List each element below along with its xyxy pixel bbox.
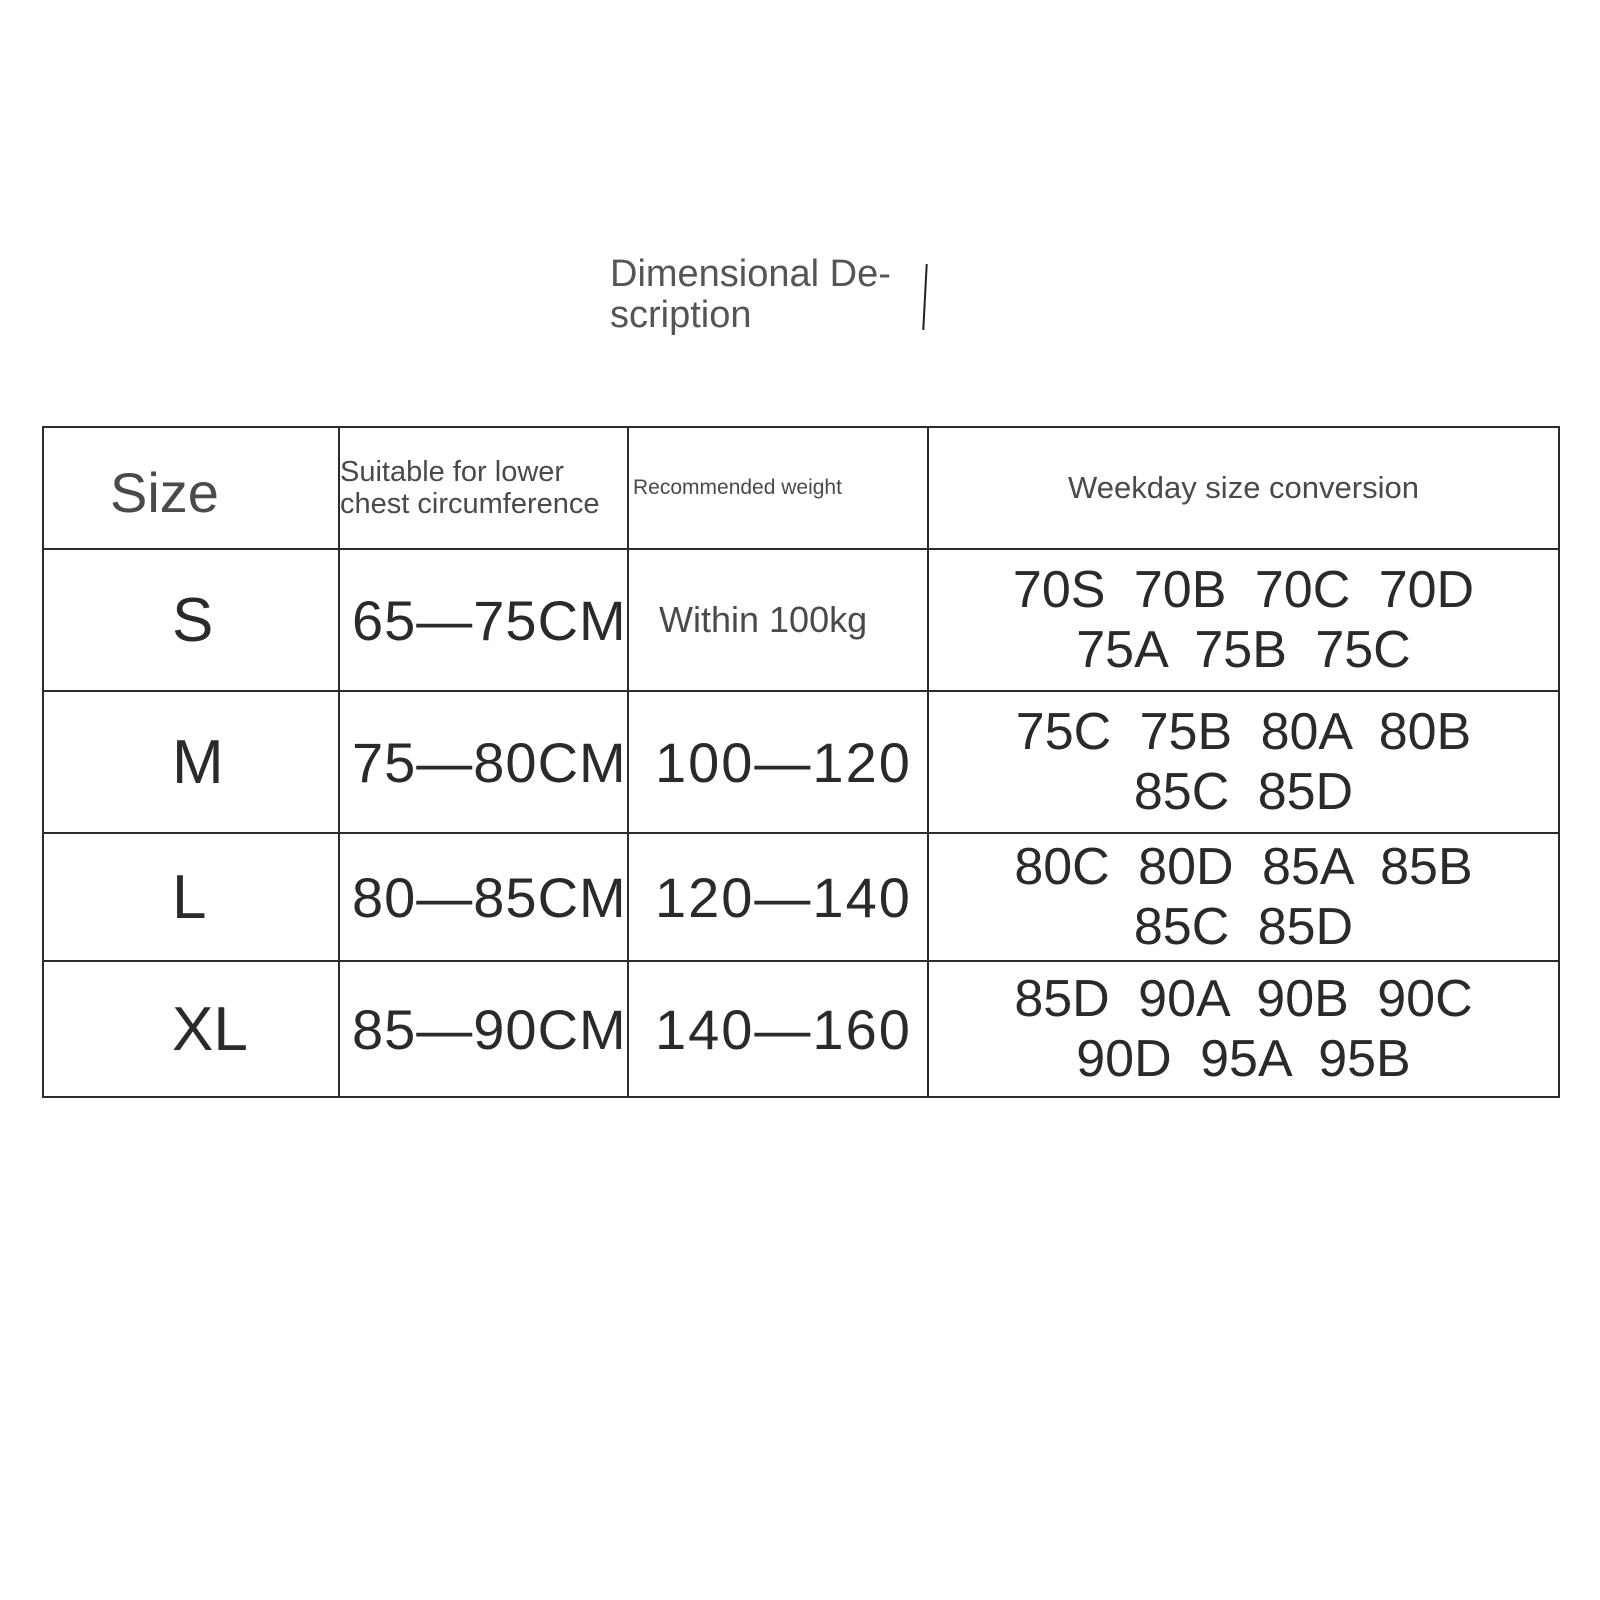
conversion-cell: [928, 549, 1559, 691]
size-cell: L: [43, 833, 339, 961]
conversion-line: 90D 95A 95B: [1076, 1030, 1411, 1088]
header-size-conversion: Weekday size conversion: [928, 427, 1559, 549]
header-recommended-weight: Recommended weight: [628, 427, 928, 549]
table-row: [43, 691, 1559, 833]
chest-cell: 85—90CM: [339, 961, 628, 1097]
conversion-cell: [928, 833, 1559, 961]
conversion-line: 75C 75B 80A 80B: [1015, 703, 1472, 761]
header-size: Size: [43, 427, 339, 549]
table-header-row: [43, 427, 1559, 549]
weight-cell: 120—140: [628, 833, 928, 961]
table-row: [43, 833, 1559, 961]
weight-cell: 140—160: [628, 961, 928, 1097]
size-cell: M: [43, 691, 339, 833]
weight-cell: Within 100kg: [628, 549, 928, 691]
conversion-line: 85C 85D: [1133, 763, 1354, 821]
conversion-line: 80C 80D 85A 85B: [1014, 838, 1473, 896]
conversion-cell: [928, 961, 1559, 1097]
table-row: [43, 549, 1559, 691]
conversion-line: 85D 90A 90B 90C: [1014, 970, 1473, 1028]
page-title: Dimensional De- scription: [610, 253, 891, 336]
chest-cell: 75—80CM: [339, 691, 628, 833]
chest-cell: 80—85CM: [339, 833, 628, 961]
conversion-line: 70S 70B 70C 70D: [1012, 561, 1475, 619]
chest-cell: 65—75CM: [339, 549, 628, 691]
conversion-line: 85C 85D: [1133, 898, 1354, 956]
header-chest-circumference: Suitable for lower chest circumference: [339, 427, 628, 549]
table-row: [43, 961, 1559, 1097]
title-divider-mark: [922, 264, 927, 330]
size-cell: S: [43, 549, 339, 691]
size-cell: XL: [43, 961, 339, 1097]
conversion-line: 75A 75B 75C: [1076, 621, 1411, 679]
weight-cell: 100—120: [628, 691, 928, 833]
conversion-cell: [928, 691, 1559, 833]
size-chart-table: [42, 426, 1560, 1098]
